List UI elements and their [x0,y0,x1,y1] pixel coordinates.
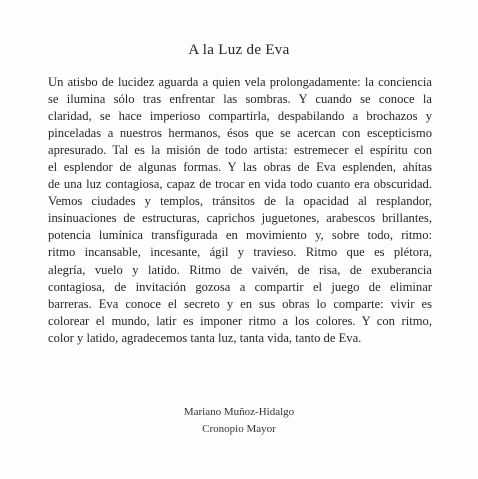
paragraph-line: color y latido, agradecemos tanta luz, tanta vida, tanto de Eva. [48,330,362,345]
paragraph-line: claridad, se hace imperioso compartirla, despabilando a brochazos y [48,109,432,124]
paragraph-line: el esplendor de algunas formas. Y las obras de Eva esplenden, ahítas [48,160,432,175]
signature-block [0,404,478,438]
paragraph-line: alegría, vuelo y latido. Ritmo de vaivén, de risa, de exuberancia [48,262,432,277]
paragraph-line: pinceladas a nuestros hermanos, ésos que se acercan con escepticismo [48,126,432,141]
paragraph-line: de una luz contagiosa, capaz de trocar en vida todo cuanto era obscuridad. [48,177,432,192]
paragraph-line: colorear el mundo, latir es imponer ritmo a los colores. Y con ritmo, [48,313,432,328]
paragraph-line: se ilumina sólo tras enfrentar las sombras. Y cuando se conoce la [48,92,432,107]
paragraph-line: barreras. Eva conoce el secreto y en sus obras lo comparte: vivir es [48,296,432,311]
document-title: A la Luz de Eva [188,42,290,58]
signature-role: Cronopio Mayor [202,423,276,435]
paragraph-line: insinuaciones de estructuras, caprichos juguetones, arabescos brillantes, [48,211,432,226]
paragraph-line: contagiosa, de invitación gozosa a compartir el juego de eliminar [48,279,432,294]
paragraph-line: Un atisbo de lucidez aguarda a quien vela prolongadamente: la conciencia [48,75,432,89]
signature-name: Mariano Muñoz-Hidalgo [183,406,295,418]
paragraph-line: apresurado. Tal es la misión de todo artista: estremecer el espíritu con [48,143,432,158]
body-paragraph [48,74,432,347]
paragraph-line: ritmo incansable, incesante, ágil y travieso. Ritmo que es plétora, [48,245,432,260]
paragraph-line: Vemos ciudades y templos, tránsitos de la opacidad al resplandor, [48,194,432,209]
paragraph-line: potencia lumínica transfigurada en movimiento y, sobre todo, ritmo: [48,228,432,243]
